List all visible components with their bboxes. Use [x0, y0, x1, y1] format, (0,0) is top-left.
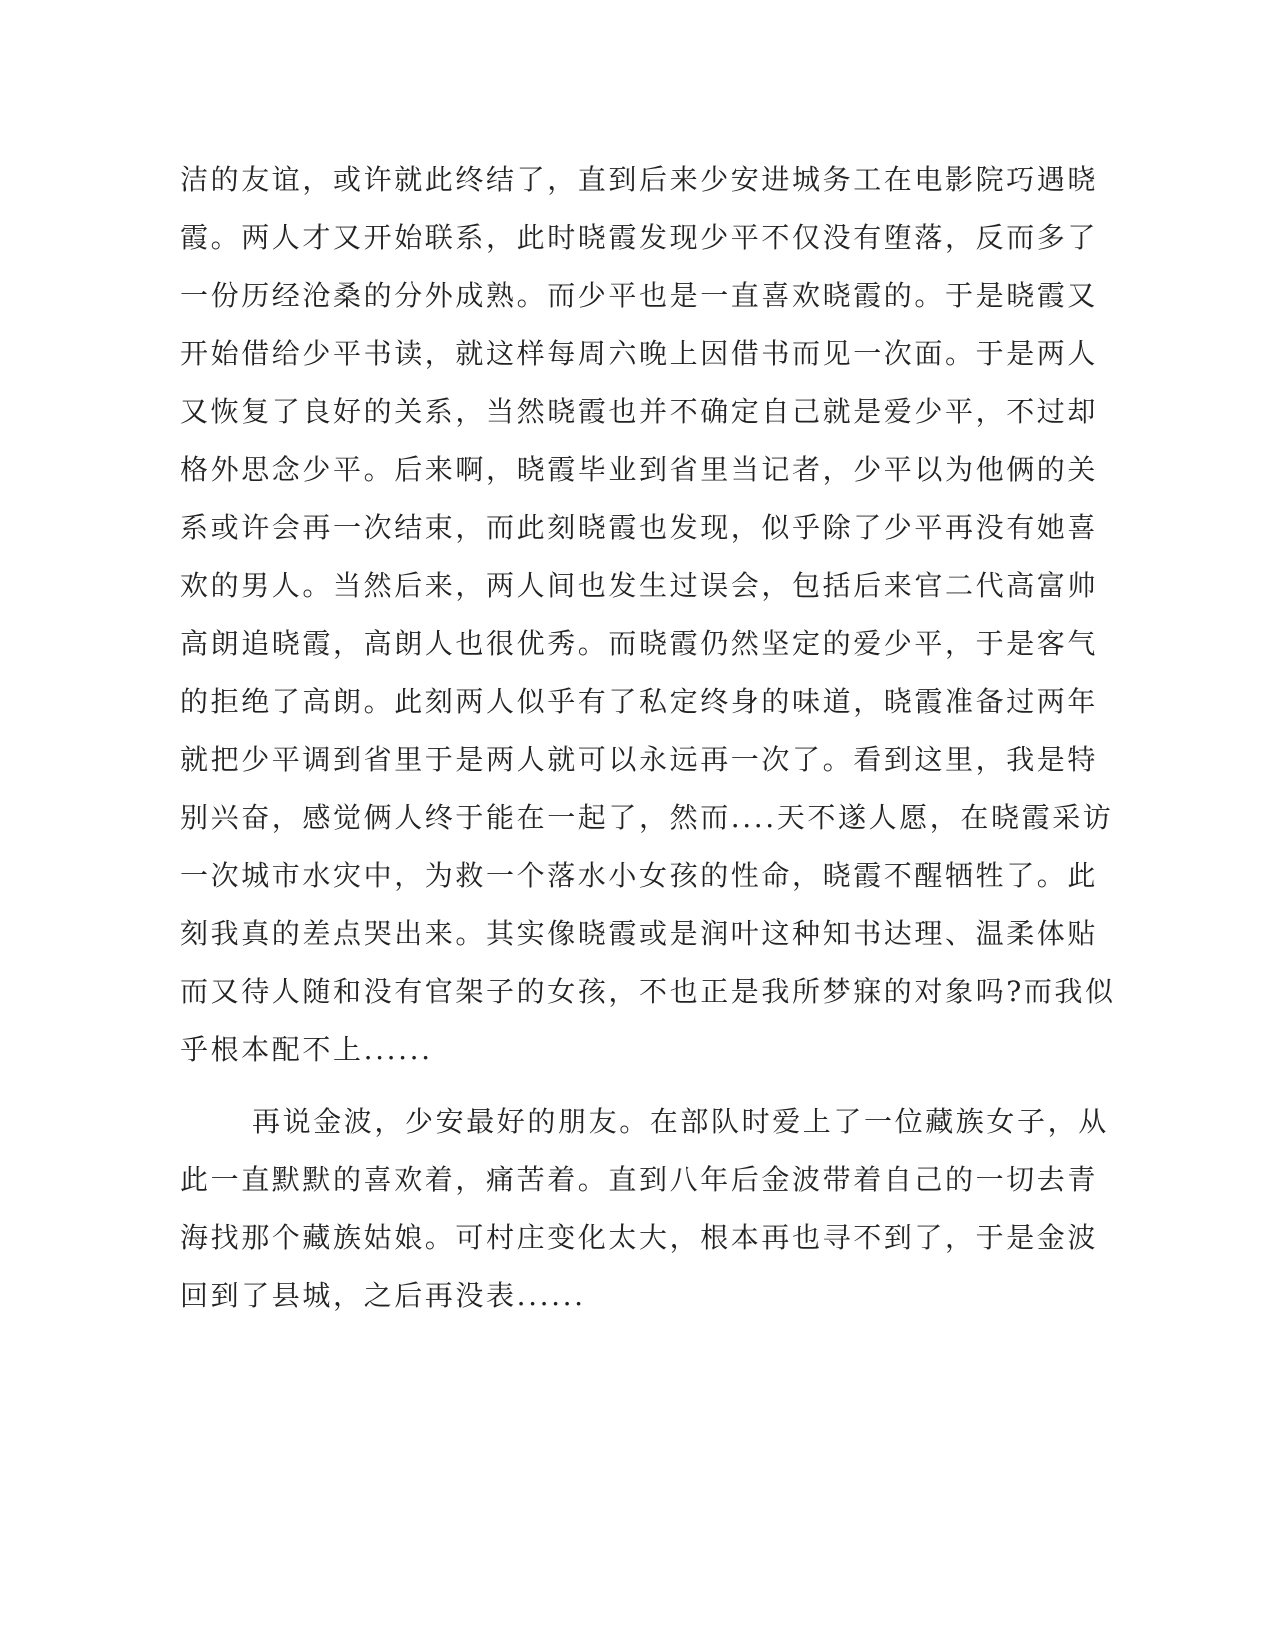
text-line: 回到了县城，之后再没表...... — [180, 1279, 586, 1312]
text-line: 此一直默默的喜欢着，痛苦着。直到八年后金波带着自己的一切去青 — [180, 1163, 1099, 1196]
text-line: 系或许会再一次结束，而此刻晓霞也发现，似乎除了少平再没有她喜 — [180, 511, 1099, 544]
text-line: 的拒绝了高朗。此刻两人似乎有了私定终身的味道，晓霞准备过两年 — [180, 685, 1099, 718]
paragraph-first-line: 再说金波，少安最好的朋友。在部队时爱上了一位藏族女子，从 — [252, 1105, 1109, 1138]
text-line: 一次城市水灾中，为救一个落水小女孩的性命，晓霞不醒牺牲了。此 — [180, 859, 1099, 892]
text-line: 刻我真的差点哭出来。其实像晓霞或是润叶这种知书达理、温柔体贴 — [180, 917, 1099, 950]
text-line: 又恢复了良好的关系，当然晓霞也并不确定自己就是爱少平，不过却 — [180, 395, 1099, 428]
text-line: 一份历经沧桑的分外成熟。而少平也是一直喜欢晓霞的。于是晓霞又 — [180, 279, 1099, 312]
text-line: 就把少平调到省里于是两人就可以永远再一次了。看到这里，我是特 — [180, 743, 1099, 776]
text-line: 洁的友谊，或许就此终结了，直到后来少安进城务工在电影院巧遇晓 — [180, 163, 1099, 196]
text-line: 别兴奋，感觉俩人终于能在一起了，然而....天不遂人愿，在晓霞采访 — [180, 801, 1114, 834]
text-line: 欢的男人。当然后来，两人间也发生过误会，包括后来官二代高富帅 — [180, 569, 1099, 602]
text-line: 乎根本配不上...... — [180, 1033, 433, 1066]
text-line: 海找那个藏族姑娘。可村庄变化太大，根本再也寻不到了，于是金波 — [180, 1221, 1099, 1254]
text-line: 开始借给少平书读，就这样每周六晚上因借书而见一次面。于是两人 — [180, 337, 1099, 370]
text-line: 格外思念少平。后来啊，晓霞毕业到省里当记者，少平以为他俩的关 — [180, 453, 1099, 486]
text-line: 而又待人随和没有官架子的女孩，不也正是我所梦寐的对象吗?而我似 — [180, 975, 1116, 1008]
text-line: 霞。两人才又开始联系，此时晓霞发现少平不仅没有堕落，反而多了 — [180, 221, 1099, 254]
text-line: 高朗追晓霞，高朗人也很优秀。而晓霞仍然坚定的爱少平，于是客气 — [180, 627, 1099, 660]
